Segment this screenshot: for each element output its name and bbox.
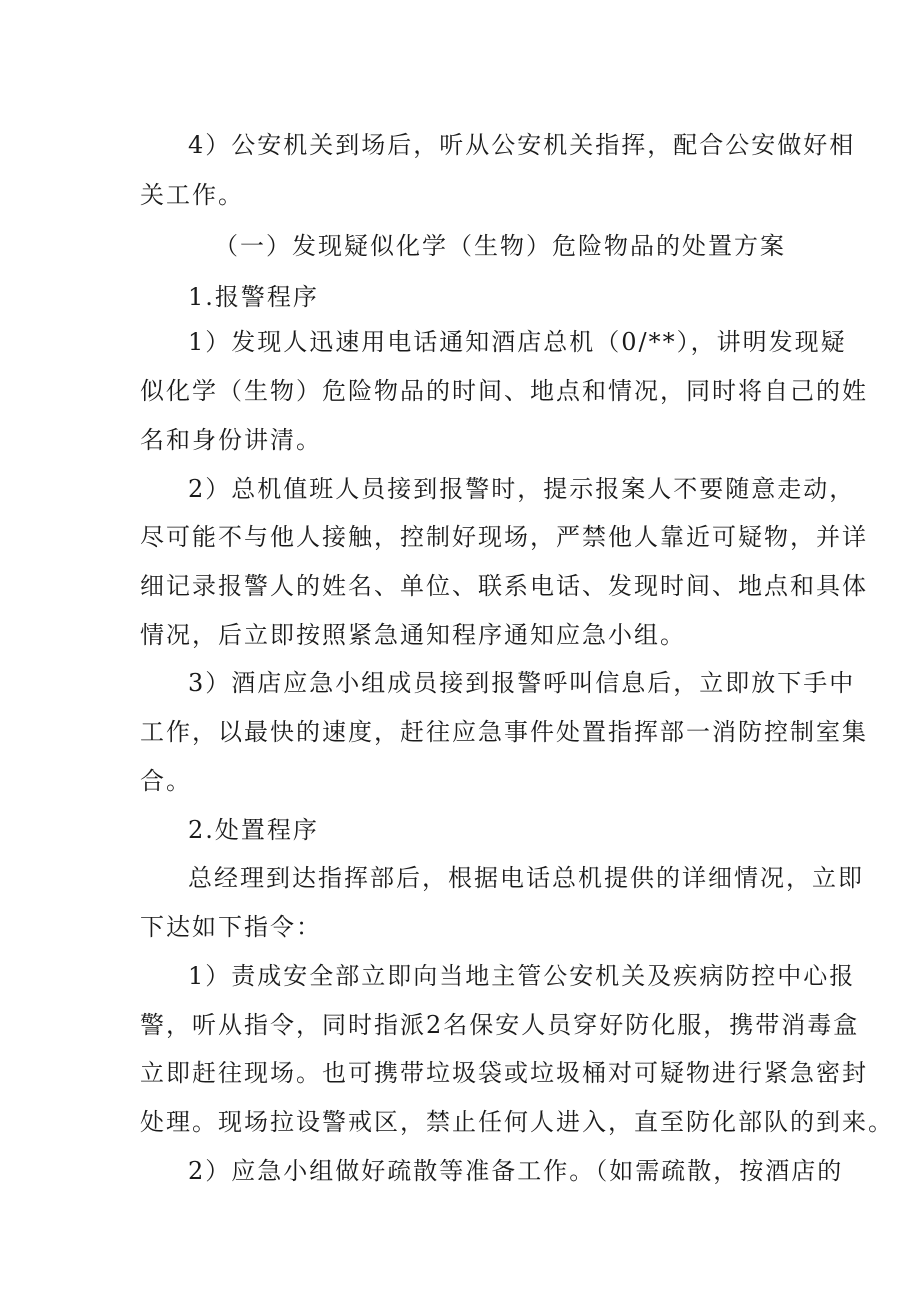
paragraph-line: 工作，以最快的速度，赶往应急事件处置指挥部一消防控制室集	[140, 718, 868, 746]
paragraph-line: 合。	[140, 767, 192, 795]
paragraph-line: 4）公安机关到场后，听从公安机关指挥，配合公安做好相	[188, 131, 856, 159]
subsection-heading: 1.报警程序	[188, 283, 319, 311]
paragraph-line: 似化学（生物）危险物品的时间、地点和情况，同时将自己的姓	[140, 377, 868, 405]
paragraph-line: 3）酒店应急小组成员接到报警呼叫信息后，立即放下手中	[188, 669, 856, 697]
paragraph-line: 1）发现人迅速用电话通知酒店总机（0/**），讲明发现疑	[188, 328, 847, 356]
paragraph-line: 关工作。	[140, 181, 244, 209]
subsection-heading: 2.处置程序	[188, 816, 319, 844]
paragraph-line: 1）责成安全部立即向当地主管公安机关及疾病防控中心报	[188, 962, 856, 990]
paragraph-line: 细记录报警人的姓名、单位、联系电话、发现时间、地点和具体	[140, 572, 868, 600]
paragraph-line: 警，听从指令，同时指派2名保安人员穿好防化服，携带消毒盒	[140, 1011, 860, 1039]
section-heading: （一）发现疑似化学（生物）危险物品的处置方案	[214, 232, 786, 260]
paragraph-line: 立即赶往现场。也可携带垃圾袋或垃圾桶对可疑物进行紧急密封	[140, 1059, 868, 1087]
paragraph-line: 下达如下指令：	[140, 913, 322, 941]
paragraph-line: 2）应急小组做好疏散等准备工作。（如需疏散，按酒店的	[188, 1157, 844, 1185]
paragraph-line: 名和身份讲清。	[140, 426, 322, 454]
paragraph-line: 尽可能不与他人接触，控制好现场，严禁他人靠近可疑物，并详	[140, 523, 868, 551]
paragraph-line: 情况，后立即按照紧急通知程序通知应急小组。	[140, 621, 686, 649]
paragraph-line: 总经理到达指挥部后，根据电话总机提供的详细情况，立即	[188, 864, 864, 892]
paragraph-line: 2）总机值班人员接到报警时，提示报案人不要随意走动，	[188, 475, 856, 503]
paragraph-line: 处理。现场拉设警戒区，禁止任何人进入，直至防化部队的到来。	[140, 1108, 894, 1136]
